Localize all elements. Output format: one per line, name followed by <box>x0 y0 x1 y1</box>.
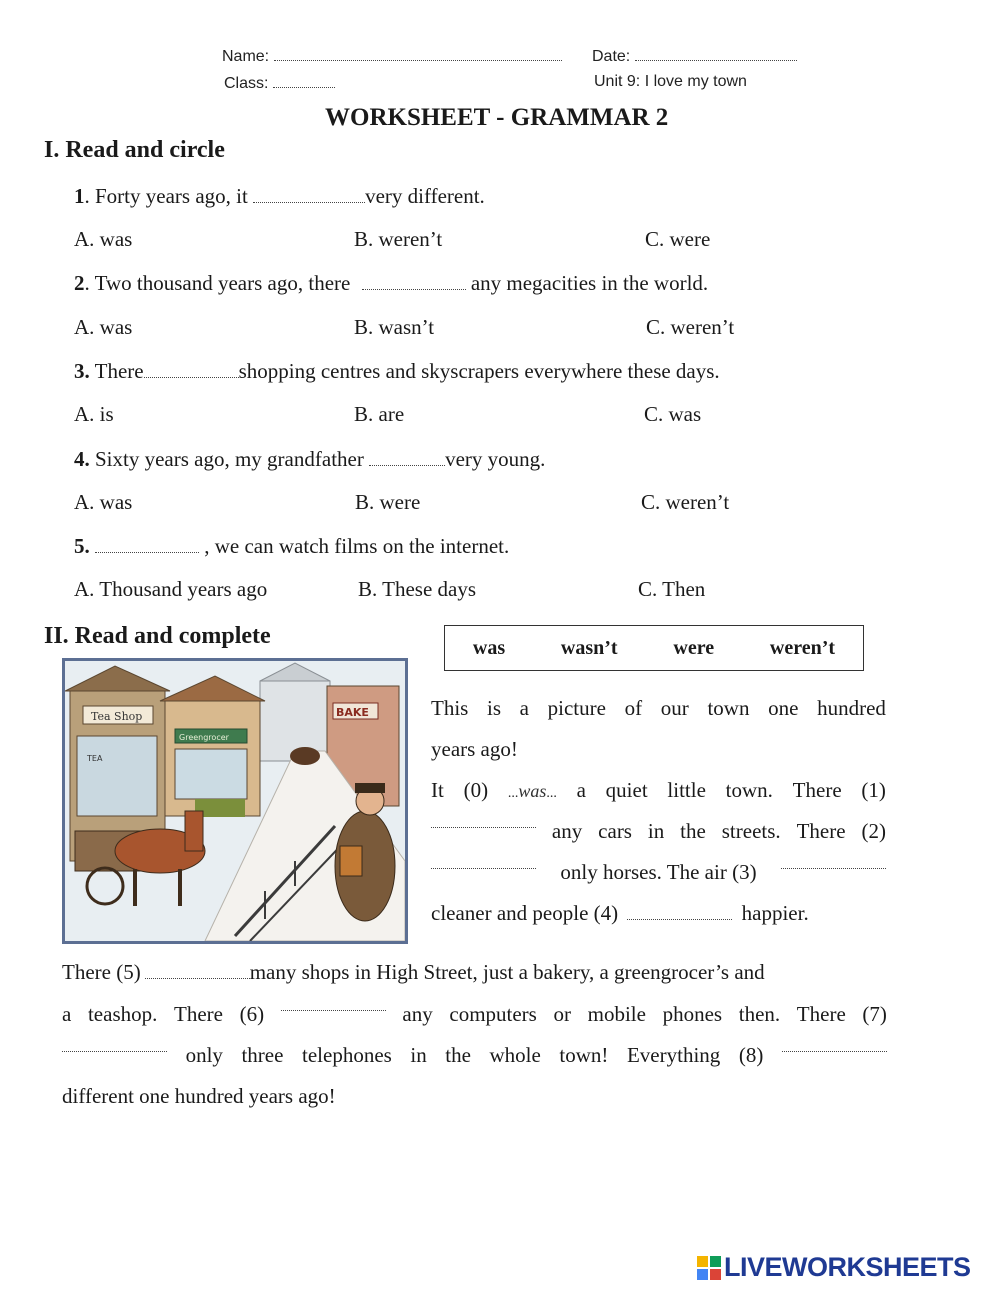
q1-text-after: very different. <box>365 184 485 208</box>
p2l2-w5: any <box>402 1002 433 1026</box>
blank-1[interactable] <box>431 811 536 828</box>
example-word: was <box>518 781 547 801</box>
q3-text-before: There <box>89 359 144 383</box>
q2-blank[interactable] <box>362 275 466 290</box>
q4-blank[interactable] <box>369 451 445 466</box>
p2l3-w8: Everything <box>626 1043 721 1067</box>
q3-number: 3. <box>74 359 90 383</box>
question-3 <box>74 359 720 384</box>
q4-option-a[interactable]: A. was <box>74 490 133 514</box>
q4-text-before: Sixty years ago, my grandfather <box>89 447 370 471</box>
p1l1-w5: of <box>624 696 643 720</box>
p1l4-w1: any <box>551 819 583 843</box>
p2l1-text-b: many shops in High Street, just a bakery, a greengrocer’s and <box>249 960 765 984</box>
q3-option-a[interactable]: A. is <box>74 402 114 426</box>
q4-number: 4. <box>74 447 90 471</box>
q5-blank[interactable] <box>95 538 199 553</box>
p2l2-w1: a <box>62 1002 72 1026</box>
p2l2-w12: (7) <box>862 1002 887 1026</box>
p1l3-w1: It <box>431 778 444 802</box>
liveworksheets-logo-icon <box>696 1255 722 1281</box>
p1l4-w6: There <box>796 819 846 843</box>
p2l2-w11: There <box>796 1002 846 1026</box>
q1-number: 1 <box>74 184 85 208</box>
p1l4-w3: in <box>647 819 665 843</box>
p1-line5 <box>431 852 886 893</box>
q5-text-after: , we can watch films on the internet. <box>199 534 510 558</box>
class-label: Class: <box>224 75 269 92</box>
p1-line2: years ago! <box>431 737 518 761</box>
p2-line2 <box>62 994 887 1035</box>
name-blank[interactable] <box>274 46 562 61</box>
p1l3-w3: a <box>576 778 586 802</box>
date-field <box>592 46 797 66</box>
blank-7[interactable] <box>62 1035 167 1052</box>
p1l3-w8: (1) <box>861 778 886 802</box>
q5-number: 5. <box>74 534 90 558</box>
p2l2-w4: (6) <box>239 1002 265 1026</box>
p1l3-w7: There <box>792 778 842 802</box>
q2-text-after: any megacities in the world. <box>465 271 709 295</box>
q1-option-a[interactable]: A. was <box>74 227 133 251</box>
q2-option-b[interactable]: B. wasn’t <box>354 315 435 339</box>
p2l2-w7: or <box>553 1002 571 1026</box>
q4-option-b[interactable]: B. were <box>355 490 421 514</box>
blank-5[interactable] <box>145 962 250 979</box>
blank-4[interactable] <box>627 903 732 920</box>
p2l2-w8: mobile <box>587 1002 646 1026</box>
p2l3-w3: telephones <box>302 1043 392 1067</box>
p2l3-w5: the <box>445 1043 471 1067</box>
p1l3-w5: little <box>667 778 706 802</box>
tea-shop-sign: Tea Shop <box>91 710 143 723</box>
p1-line4 <box>431 811 886 852</box>
p1l5-text: only horses. The air (3) <box>560 860 757 884</box>
p2l3-w9: (8) <box>738 1043 764 1067</box>
p1l4-w5: streets. <box>721 819 781 843</box>
bakery-sign: BAKE <box>336 706 369 719</box>
blank-2[interactable] <box>431 852 536 869</box>
section2-heading: II. Read and complete <box>44 623 271 649</box>
p2l3-w7: town! <box>559 1043 609 1067</box>
name-label: Name: <box>222 48 270 65</box>
q3-text-after: shopping centres and skyscrapers everywhere these days. <box>238 359 720 383</box>
worksheet-title: WORKSHEET - GRAMMAR 2 <box>325 104 669 131</box>
q2-text-before: . Two thousand years ago, there <box>84 271 356 295</box>
p2-line1 <box>62 952 765 993</box>
p2l2-w9: phones <box>662 1002 723 1026</box>
q5-option-a[interactable]: A. Thousand years ago <box>74 577 268 601</box>
q1-option-b[interactable]: B. weren’t <box>354 227 443 251</box>
q5-option-b[interactable]: B. These days <box>358 577 477 601</box>
p1-line1 <box>431 688 886 729</box>
p1-line6 <box>431 893 809 934</box>
p1l1-w1: This <box>431 696 469 720</box>
section1-heading: I. Read and circle <box>44 137 225 163</box>
blank-3[interactable] <box>781 852 886 869</box>
tea-sign: TEA <box>87 754 103 763</box>
q3-option-b[interactable]: B. are <box>354 402 405 426</box>
question-1 <box>74 184 485 209</box>
p1l1-w9: hundred <box>817 696 886 720</box>
q2-number: 2 <box>74 271 85 295</box>
q1-text-before: . Forty years ago, it <box>84 184 254 208</box>
blank-8[interactable] <box>782 1035 887 1052</box>
p1l1-w6: our <box>660 696 689 720</box>
q4-option-c[interactable]: C. weren’t <box>641 490 730 514</box>
p1l1-w3: a <box>519 696 529 720</box>
q2-option-c[interactable]: C. weren’t <box>646 315 735 339</box>
blank-6[interactable] <box>281 994 386 1011</box>
p2l3-w2: three <box>241 1043 284 1067</box>
town-illustration <box>65 661 405 941</box>
question-2 <box>74 271 708 296</box>
word-werent: weren’t <box>769 636 836 659</box>
p1l1-w7: town <box>707 696 750 720</box>
p2-line3 <box>62 1035 887 1076</box>
q5-option-c[interactable]: C. Then <box>638 577 706 601</box>
q1-blank[interactable] <box>253 188 365 203</box>
p2l3-w6: whole <box>489 1043 541 1067</box>
date-blank[interactable] <box>635 46 797 61</box>
p2l1-text-a: There (5) <box>62 960 141 984</box>
p1l3-w6: town. <box>725 778 773 802</box>
p2l3-w1: only <box>185 1043 223 1067</box>
word-was: was <box>472 636 506 659</box>
p1l3-w4: quiet <box>605 778 648 802</box>
q3-blank[interactable] <box>144 363 239 378</box>
q1-option-c[interactable]: C. were <box>645 227 711 251</box>
question-4 <box>74 447 545 472</box>
class-field <box>224 73 335 93</box>
unit-label: Unit 9: I love my town <box>594 73 747 90</box>
p1l1-w4: picture <box>547 696 606 720</box>
word-bank <box>444 625 864 671</box>
class-blank[interactable] <box>273 73 335 88</box>
p1l4-w7: (2) <box>861 819 886 843</box>
brand-name: LIVEWORKSHEETS <box>724 1252 971 1282</box>
example-answer: ...was... <box>507 781 557 801</box>
question-5 <box>74 534 509 559</box>
q3-option-c[interactable]: C. was <box>644 402 702 426</box>
p1l4-w4: the <box>680 819 706 843</box>
p2l2-w3: There <box>174 1002 223 1026</box>
p1l3-w2: (0) <box>463 778 489 802</box>
q4-text-after: very young. <box>445 447 546 471</box>
greengrocer-sign: Greengrocer <box>179 733 229 742</box>
p1l6-text-a: cleaner and people (4) <box>431 901 619 925</box>
name-field <box>222 46 562 66</box>
p1l1-w8: one <box>768 696 799 720</box>
word-wasnt: wasn’t <box>560 636 618 659</box>
p2-line4: different one hundred years ago! <box>62 1084 336 1108</box>
p2l2-w10: then. <box>738 1002 781 1026</box>
p2l2-w6: computers <box>449 1002 537 1026</box>
date-label: Date: <box>592 48 631 65</box>
q2-option-a[interactable]: A. was <box>74 315 133 339</box>
town-picture <box>62 658 408 944</box>
p1l4-w2: cars <box>598 819 632 843</box>
p1-line3 <box>431 770 886 814</box>
liveworksheets-logo <box>696 1252 971 1283</box>
word-were: were <box>673 636 715 659</box>
p2l3-w4: in <box>410 1043 427 1067</box>
p1l1-w2: is <box>487 696 502 720</box>
p1l6-text-b: happier. <box>741 901 809 925</box>
p2l2-w2: teashop. <box>87 1002 158 1026</box>
